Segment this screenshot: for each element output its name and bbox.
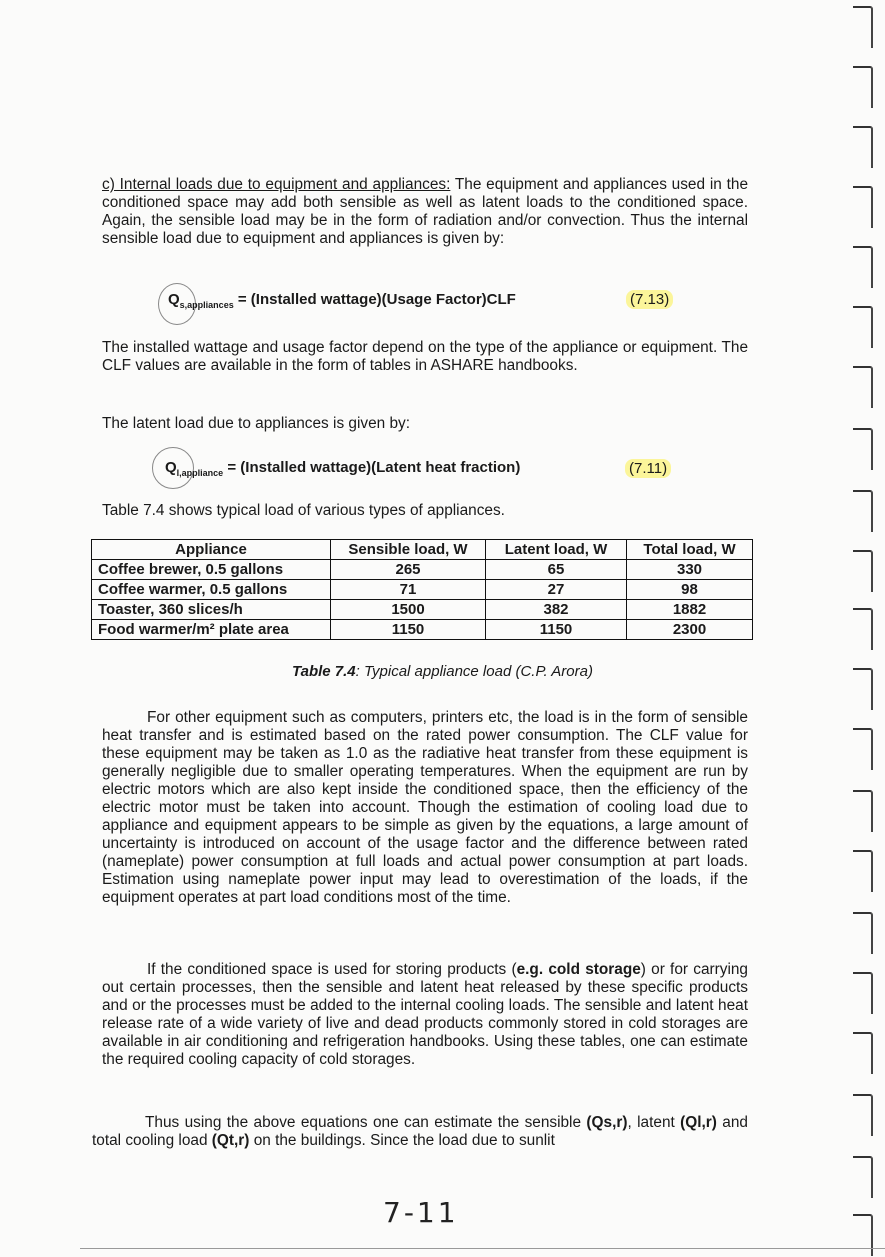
- equation-2-number: (7.11): [625, 459, 671, 478]
- caption-text: : Typical appliance load (C.P. Arora): [355, 663, 593, 680]
- page-number: 7-11: [383, 1196, 459, 1229]
- cold-storage-paragraph: [102, 961, 748, 1069]
- cell-appliance: Food warmer/m² plate area: [92, 620, 331, 640]
- cell-appliance: Coffee brewer, 0.5 gallons: [92, 560, 331, 580]
- final-text-1: Thus using the above equations one can estimate the sensible: [145, 1114, 587, 1131]
- table-caption: [0, 663, 885, 680]
- cold-storage-bold: e.g. cold storage: [516, 961, 641, 978]
- other-equipment-paragraph: [102, 709, 748, 907]
- col-sensible-header: Sensible load, W: [331, 540, 486, 560]
- final-q-total: (Qt,r): [211, 1132, 250, 1149]
- final-q-sensible: (Qs,r): [586, 1114, 628, 1131]
- table-intro-text: Table 7.4 shows typical load of various types of appliances.: [102, 502, 505, 519]
- eq2-rhs: = (Installed wattage)(Latent heat fraction): [223, 459, 521, 476]
- other-equipment-text: For other equipment such as computers, printers etc, the load is in the form of sensible heat transfer and is estimated based on the rated power consumption. The CLF value for these equipment may be taken as 1.0 as the radiative heat transfer from these equipment is generally negligible due to smaller operating temperatures. When the equipment are run by electric motors which are also kept inside the conditioned space, then the efficiency of the electric motor must be taken into account. Though the estimation of cooling load due to appliance and equipment appears to be simple as given by the equations, a large amount of uncertainty is introduced on account of the usage factor and the difference between rated (nameplate) power consumption at full loads and actual power consumption at part loads. Estimation using nameplate power input may lead to overestimation of the loads, if the equipment operates at part load conditions most of the time.: [102, 709, 748, 906]
- table-intro-paragraph: [102, 502, 748, 520]
- col-latent-header: Latent load, W: [486, 540, 627, 560]
- table-row: [92, 620, 753, 640]
- table-header-row: [92, 540, 753, 560]
- cell-total: 2300: [627, 620, 753, 640]
- col-total-header: Total load, W: [627, 540, 753, 560]
- cell-appliance: Toaster, 360 slices/h: [92, 600, 331, 620]
- latent-intro-text: The latent load due to appliances is given by:: [102, 415, 411, 432]
- equation-sensible-appliances: [168, 291, 516, 310]
- cell-latent: 27: [486, 580, 627, 600]
- caption-label: Table 7.4: [292, 663, 356, 680]
- installed-wattage-paragraph: [102, 339, 748, 375]
- cell-appliance: Coffee warmer, 0.5 gallons: [92, 580, 331, 600]
- final-text-3: and total cooling load: [92, 1114, 748, 1149]
- table-row: [92, 580, 753, 600]
- eq1-lhs: Q: [168, 291, 180, 308]
- final-text-4: on the buildings. Since the load due to sunlit: [249, 1132, 555, 1149]
- eq2-lhs-sub: l,appliance: [176, 468, 224, 478]
- appliance-load-table: [91, 539, 753, 640]
- cell-latent: 382: [486, 600, 627, 620]
- cell-total: 330: [627, 560, 753, 580]
- cell-total: 1882: [627, 600, 753, 620]
- cold-storage-before: If the conditioned space is used for storing products (: [147, 961, 517, 978]
- cold-storage-after: ) or for carrying out certain processes, then the sensible and latent heat released by these specific products and or the processes must be added to the internal cooling loads. The sensible and latent heat release rate of a wide variety of live and dead products commonly stored in cold storages are available in air conditioning and refrigeration handbooks. Using these tables, one can estimate the required cooling capacity of cold storages.: [102, 961, 748, 1068]
- latent-intro-paragraph: [102, 415, 748, 433]
- final-paragraph: [92, 1114, 748, 1150]
- table-row: [92, 600, 753, 620]
- section-c-heading: c) Internal loads due to equipment and appliances:: [102, 176, 451, 193]
- equation-latent-appliance: [165, 459, 520, 478]
- final-text-2: , latent: [627, 1114, 681, 1131]
- eq1-lhs-sub: s,appliances: [179, 300, 234, 310]
- cell-sensible: 1150: [331, 620, 486, 640]
- binder-edge: [851, 0, 879, 1257]
- equation-1-number: (7.13): [626, 290, 673, 309]
- cell-total: 98: [627, 580, 753, 600]
- table-row: [92, 560, 753, 580]
- cell-latent: 65: [486, 560, 627, 580]
- section-c-text: The equipment and appliances used in the conditioned space may add both sensible as well as latent loads to the conditioned space. Again, the sensible load may be in the form of radiation and/or convection. Thus the internal sensible load due to equipment and appliances is given by:: [102, 176, 748, 247]
- bottom-divider: [80, 1248, 885, 1249]
- cell-sensible: 265: [331, 560, 486, 580]
- col-appliance-header: Appliance: [92, 540, 331, 560]
- eq1-rhs: = (Installed wattage)(Usage Factor)CLF: [233, 291, 516, 308]
- cell-sensible: 1500: [331, 600, 486, 620]
- final-q-latent: (Ql,r): [680, 1114, 717, 1131]
- section-c-paragraph: [102, 176, 748, 248]
- eq2-lhs: Q: [165, 459, 177, 476]
- installed-wattage-text: The installed wattage and usage factor depend on the type of the appliance or equipment. The CLF values are available in the form of tables in ASHARE handbooks.: [102, 339, 748, 374]
- cell-latent: 1150: [486, 620, 627, 640]
- cell-sensible: 71: [331, 580, 486, 600]
